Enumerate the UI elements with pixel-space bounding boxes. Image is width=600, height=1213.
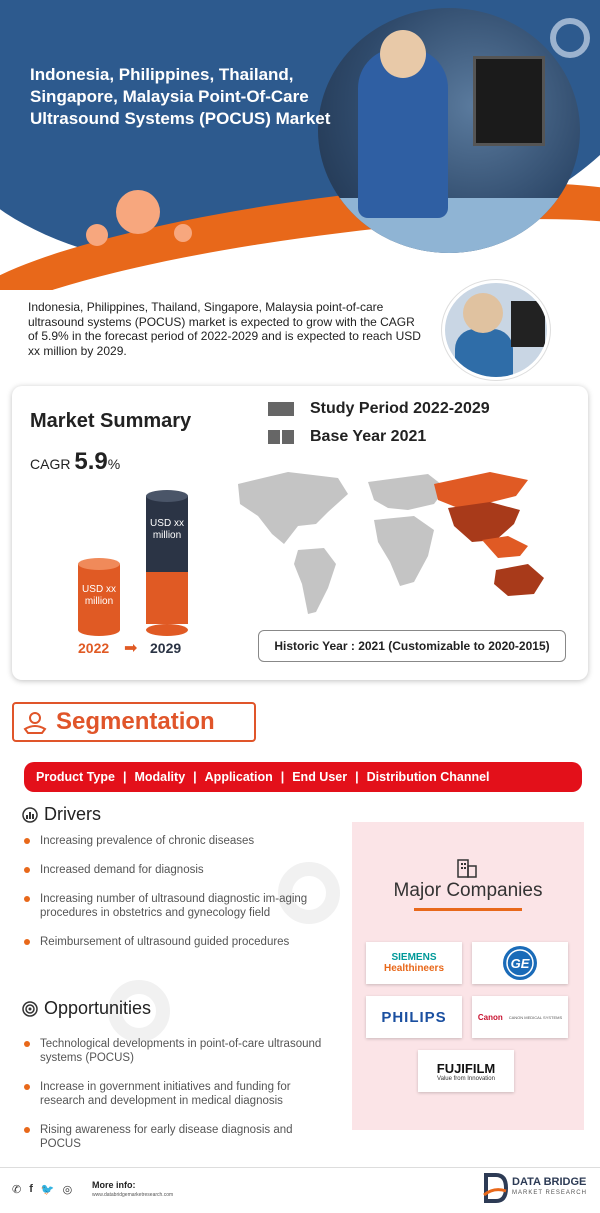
bar-2022 <box>78 558 120 636</box>
brand-subtitle: MARKET RESEARCH <box>512 1190 587 1196</box>
separator: | <box>193 770 197 784</box>
list-item: Increased demand for diagnosis <box>24 863 329 877</box>
bar-2022-label: USD xx million <box>82 584 116 607</box>
year-start: 2022 <box>78 640 110 656</box>
map-asia-south <box>448 502 520 542</box>
page-title: Indonesia, Philippines, Thailand, Singapore, Malaysia Point-Of-Care Ultrasound Systems (POCUS) Market <box>30 65 331 128</box>
list-item: Technological developments in point-of-care ultrasound systems (POCUS) <box>24 1037 329 1065</box>
segmentation-title: Segmentation <box>56 708 215 735</box>
segmentation-header <box>12 702 256 742</box>
cagr-text <box>30 448 120 476</box>
major-companies-panel <box>352 822 584 1130</box>
list-item: Increasing prevalence of chronic diseases <box>24 834 329 848</box>
segmentation-icon <box>22 709 48 735</box>
twitter-icon[interactable]: 🐦 <box>40 1184 55 1196</box>
decorative-dot <box>86 224 108 246</box>
segmentation-bar <box>24 762 582 792</box>
decorative-dot <box>116 190 160 234</box>
cagr-unit: % <box>107 456 121 472</box>
arrow-icon: ➡ <box>124 640 138 657</box>
historic-year-box: Historic Year : 2021 (Customizable to 2020-2015) <box>258 630 566 662</box>
study-period-swatch <box>268 402 294 416</box>
chart-icon <box>22 807 38 823</box>
building-icon <box>456 858 478 878</box>
more-info-label: More info: <box>92 1180 136 1190</box>
target-icon <box>22 1001 38 1017</box>
drivers-title: Drivers <box>44 804 101 824</box>
philips-logo: PHILIPS <box>366 996 462 1038</box>
list-item: Increase in government initiatives and funding for research and development in medical diagnosis <box>24 1080 329 1108</box>
fujifilm-logo: FUJIFILM Value from Innovation <box>418 1050 514 1092</box>
cagr-value: 5.9 <box>74 448 108 475</box>
social-links <box>12 1183 72 1196</box>
separator: | <box>280 770 285 784</box>
map-southeast-asia <box>482 536 528 558</box>
list-item: Rising awareness for early disease diagnosis and POCUS <box>24 1123 329 1151</box>
drivers-header <box>22 804 101 825</box>
ge-logo: GE <box>472 942 568 984</box>
market-summary-title: Market Summary <box>30 410 192 432</box>
bar-2029 <box>146 490 188 636</box>
map-australia <box>494 564 544 596</box>
title-underline <box>414 908 522 911</box>
segment-product-type[interactable]: Product Type <box>36 770 115 784</box>
map-north-america <box>238 472 348 544</box>
cagr-label: CAGR <box>30 456 71 472</box>
study-period-text: Study Period 2022-2029 <box>310 400 490 417</box>
opportunities-title: Opportunities <box>44 998 152 1018</box>
opportunities-list <box>24 1037 329 1166</box>
major-companies-title: Major Companies <box>393 880 543 901</box>
map-africa <box>374 516 434 586</box>
separator: | <box>355 770 359 784</box>
data-bridge-logo-icon <box>482 1173 508 1203</box>
instagram-icon[interactable]: ◎ <box>62 1184 73 1196</box>
opportunities-header <box>22 998 151 1019</box>
website-link[interactable]: www.databridgemarketresearch.com <box>92 1192 174 1198</box>
study-period-row <box>268 400 490 418</box>
footer-divider <box>0 1167 600 1168</box>
map-south-america <box>294 548 336 614</box>
canon-logo: Canon CANON MEDICAL SYSTEMS <box>472 996 568 1038</box>
base-year-swatch <box>268 430 294 444</box>
doctor-ultrasound-photo <box>318 8 580 253</box>
separator: | <box>122 770 127 784</box>
market-summary-card <box>12 386 588 680</box>
decorative-dot <box>174 224 192 242</box>
world-map <box>228 464 578 624</box>
base-year-row <box>268 428 426 446</box>
segment-application[interactable]: Application <box>204 770 273 784</box>
base-year-text: Base Year 2021 <box>310 428 427 445</box>
segment-end-user[interactable]: End User <box>292 770 348 784</box>
map-asia-north <box>434 472 528 508</box>
segment-modality[interactable]: Modality <box>134 770 186 784</box>
list-item: Reimbursement of ultrasound guided procedures <box>24 935 329 949</box>
year-end: 2029 <box>150 640 182 656</box>
siemens-logo: SIEMENS Healthineers <box>366 942 462 984</box>
drivers-list <box>24 834 329 964</box>
doctor-photo <box>442 280 550 380</box>
map-europe <box>368 474 446 510</box>
facebook-icon[interactable]: f <box>29 1183 33 1195</box>
hero-banner <box>0 0 600 290</box>
bar-2029-label: USD xx million <box>150 518 184 541</box>
list-item: Increasing number of ultrasound diagnostic im-aging procedures in obstetrics and gynecology field <box>24 892 329 920</box>
segment-distribution-channel[interactable]: Distribution Channel <box>366 770 490 784</box>
decorative-ring <box>550 18 590 58</box>
intro-text: Indonesia, Philippines, Thailand, Singapore, Malaysia point-of-care ultrasound systems (POCUS) market is expected to grow with the CAGR of 5.9% in the forecast period of 2022-2029 and is expected to reach USD xx million by 2029. <box>28 300 421 358</box>
brand-name: DATA BRIDGE <box>512 1176 587 1188</box>
whatsapp-icon[interactable]: ✆ <box>12 1184 22 1196</box>
